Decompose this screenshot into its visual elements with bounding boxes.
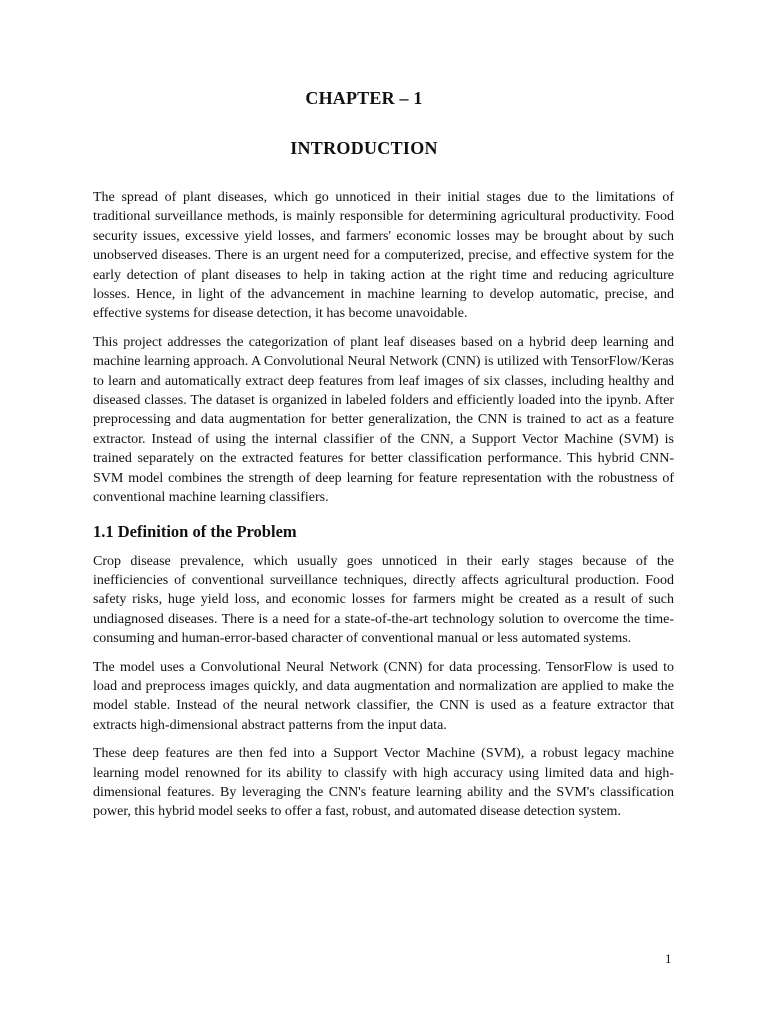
chapter-number: CHAPTER – 1 [305, 88, 423, 108]
section-heading: 1.1 Definition of the Problem [93, 521, 297, 541]
chapter-title: INTRODUCTION [290, 138, 438, 158]
section-paragraph: Crop disease prevalence, which usually goes unnoticed in their early stages because of the inefficiencies of conventional surveillance techniques, directly affects agricultural production. Food safety risks, huge yield loss, and economic losses for farmers might be created as a result of such undiagnosed diseases. There is a need for a state-of-the-art technology solution to overcome the time-consuming and human-error-based character of conventional manual or less automated systems. [93, 553, 674, 647]
intro-paragraph: This project addresses the categorization of plant leaf diseases based on a hybrid deep learning and machine learning approach. A Convolutional Neural Network (CNN) is utilized with TensorFlow/Keras to learn and automatically extract deep features from leaf images of six classes, including healthy and diseased classes. The dataset is organized in labeled folders and efficiently loaded into the ipynb. After preprocessing and data augmentation for better generalization, the CNN is trained to act as a feature extractor. Instead of using the internal classifier of the CNN, a Support Vector Machine (SVM) is trained separately on the extracted features for better classification performance. This hybrid CNN-SVM model combines the strength of deep learning for feature representation with the robustness of conventional machine learning classifiers. [93, 334, 674, 506]
intro-paragraph: The spread of plant diseases, which go unnoticed in their initial stages due to the limitations of traditional surveillance methods, is mainly responsible for determining agricultural productivity. Food security issues, excessive yield losses, and farmers' economic losses may be brought about by such unobserved diseases. There is an urgent need for a computerized, precise, and effective system for the early detection of plant diseases to help in taking action at the right time and reducing agriculture losses. Hence, in light of the advancement in machine learning to develop automatic, precise, and effective systems for disease detection, it has become unavoidable. [93, 190, 674, 322]
body-text [93, 188, 674, 831]
page-number: 1 [665, 951, 672, 966]
section-paragraph: These deep features are then fed into a Support Vector Machine (SVM), a robust legacy machine learning model renowned for its ability to classify with high accuracy using limited data and high-dimensional features. By leveraging the CNN's feature learning ability and the SVM's classification power, this hybrid model seeks to offer a fast, robust, and automated disease detection system. [93, 746, 674, 820]
section-paragraph: The model uses a Convolutional Neural Network (CNN) for data processing. TensorFlow is used to load and preprocess images quickly, and data augmentation and normalization are applied to make the model stable. Instead of the neural network classifier, the CNN is used as a feature extractor that extracts high-dimensional abstract patterns from the input data. [93, 659, 674, 733]
